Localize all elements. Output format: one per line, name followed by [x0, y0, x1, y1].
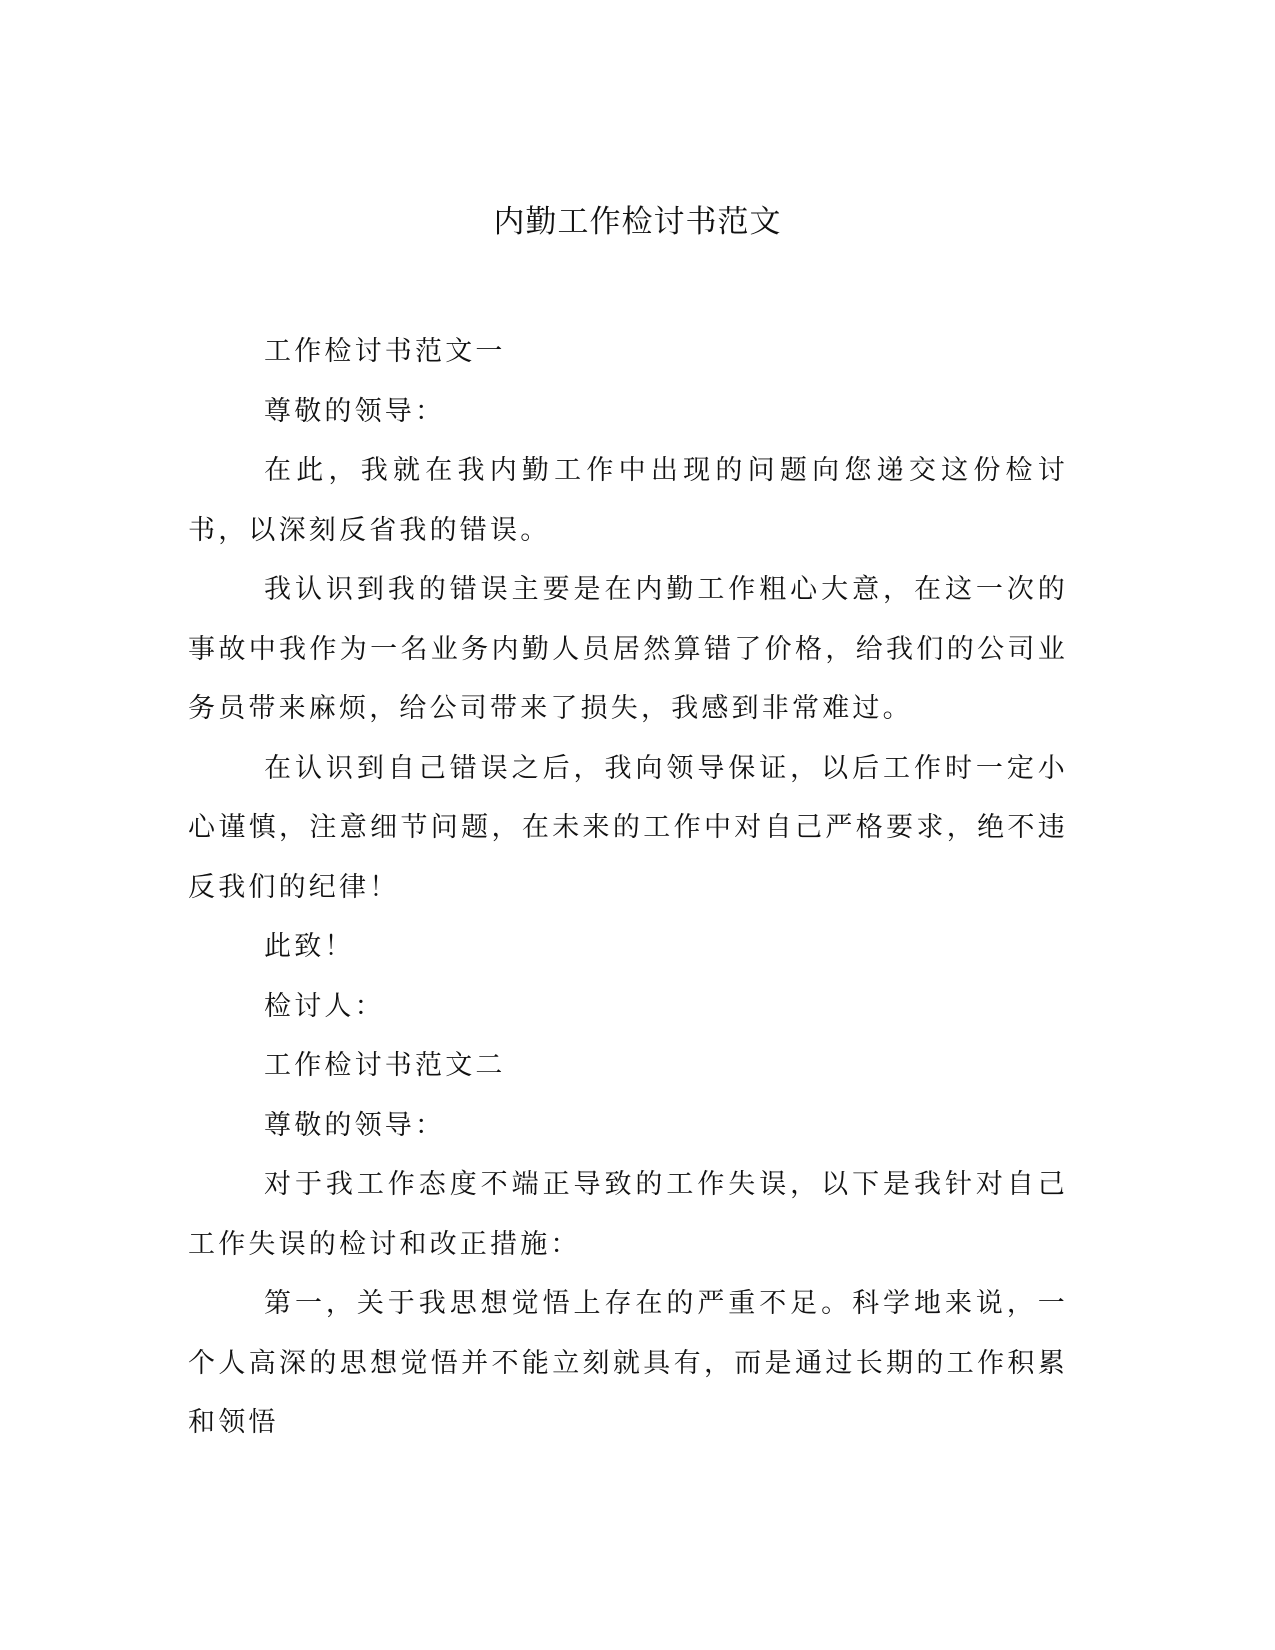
salutation: 尊敬的领导：	[264, 395, 446, 427]
closing: 此致！	[264, 931, 355, 962]
paragraph: 第一，关于我思想觉悟上存在的严重不足。科学地来说，一个人高深的思想觉悟并不能立刻就具有，而是通过长期的工作积累和领悟	[188, 1288, 1068, 1438]
section-heading-1: 工作检讨书范文一	[264, 336, 506, 367]
salutation: 尊敬的领导：	[264, 1109, 446, 1141]
paragraph: 对于我工作态度不端正导致的工作失误，以下是我针对自己工作失误的检讨和改正措施：	[188, 1169, 1068, 1260]
document-body	[188, 322, 1068, 1453]
section-heading-2: 工作检讨书范文二	[264, 1050, 506, 1081]
paragraph: 我认识到我的错误主要是在内勤工作粗心大意，在这一次的事故中我作为一名业务内勤人员居然算错了价格，给我们的公司业务员带来麻烦，给公司带来了损失，我感到非常难过。	[188, 574, 1068, 724]
document-title: 内勤工作检讨书范文	[493, 204, 782, 240]
signature-line: 检讨人：	[264, 990, 385, 1022]
paragraph: 在此，我就在我内勤工作中出现的问题向您递交这份检讨书，以深刻反省我的错误。	[188, 455, 1068, 546]
paragraph: 在认识到自己错误之后，我向领导保证，以后工作时一定小心谨慎，注意细节问题，在未来的工作中对自己严格要求，绝不违反我们的纪律！	[188, 752, 1068, 903]
